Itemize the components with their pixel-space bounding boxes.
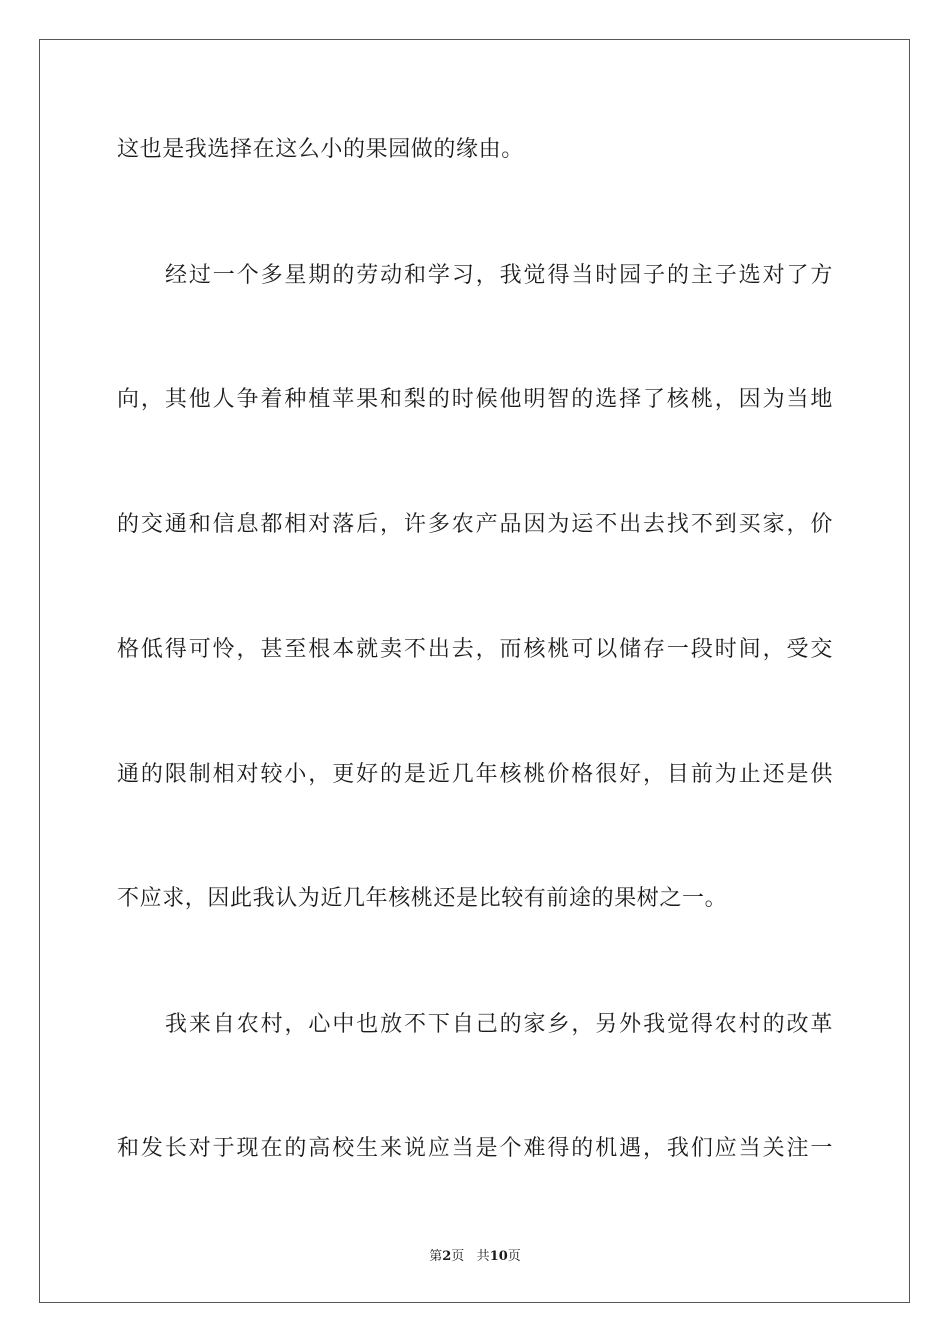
- page-footer: [0, 1248, 950, 1266]
- text-line-3: 向，其他人争着种植苹果和梨的时候他明智的选择了核桃，因为当地: [117, 387, 833, 412]
- page-number: 2: [442, 1249, 452, 1264]
- text-line-7: 不应求，因此我认为近几年核桃还是比较有前途的果树之一。: [117, 886, 728, 911]
- total-prefix: 共: [476, 1249, 490, 1264]
- text-line-1: 这也是我选择在这么小的果园做的缘由。: [117, 137, 524, 162]
- text-line-8: 我来自农村，心中也放不下自己的家乡，另外我觉得农村的改革: [165, 1012, 833, 1037]
- page-border: [39, 39, 910, 1303]
- total-pages: 10: [489, 1249, 508, 1264]
- total-suffix: 页: [507, 1249, 521, 1264]
- text-line-4: 的交通和信息都相对落后，许多农产品因为运不出去找不到买家，价: [117, 512, 833, 537]
- text-line-5: 格低得可怜，甚至根本就卖不出去，而核桃可以储存一段时间，受交: [117, 637, 833, 662]
- text-line-6: 通的限制相对较小，更好的是近几年核桃价格很好，目前为止还是供: [117, 762, 833, 787]
- text-line-9: 和发长对于现在的高校生来说应当是个难得的机遇，我们应当关注一: [117, 1136, 833, 1161]
- page-suffix: 页: [451, 1249, 465, 1264]
- text-line-2: 经过一个多星期的劳动和学习，我觉得当时园子的主子选对了方: [165, 263, 833, 288]
- page-prefix: 第: [429, 1249, 443, 1264]
